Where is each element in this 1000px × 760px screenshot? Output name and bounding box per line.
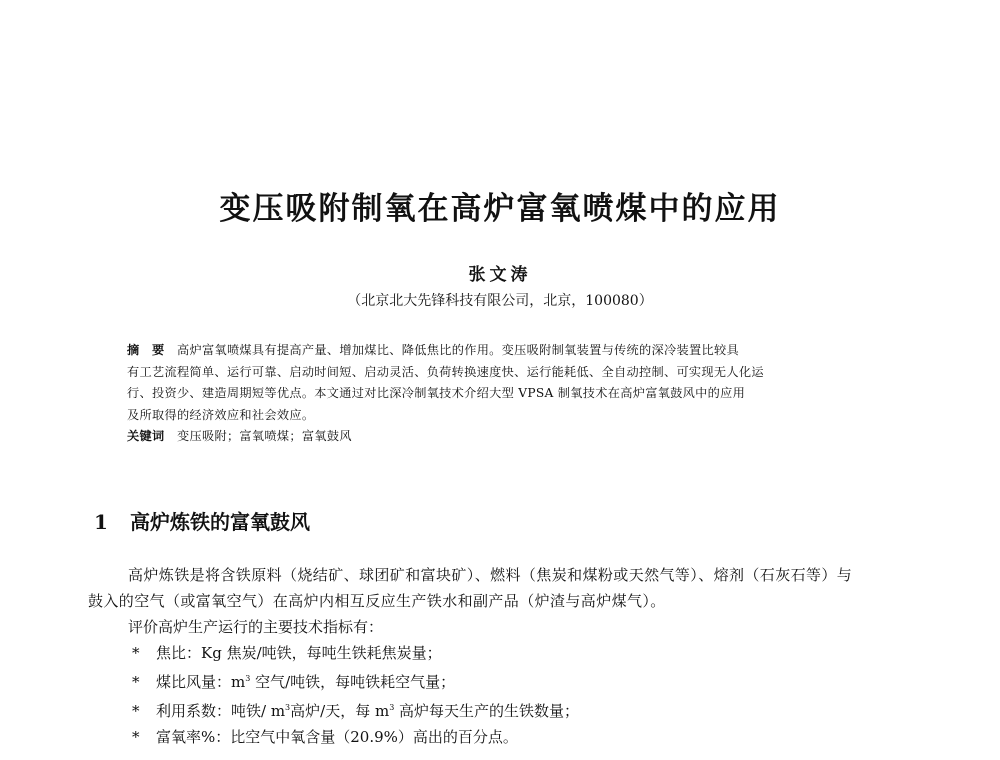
bullet-text: 利用系数：吨铁/ m [156, 702, 286, 720]
author-affiliation: （北京北大先锋科技有限公司，北京，100080） [347, 293, 653, 309]
asterisk-bullet-icon: * [132, 673, 140, 691]
bullet-text: 高炉每天生产的生铁数量； [394, 702, 580, 720]
bullet-text: 富氧率%：比空气中氧含量（20.9%）高出的百分点。 [156, 728, 518, 746]
superscript: 3 [389, 703, 395, 712]
abstract-line: 行、投资少、建造周期短等优点。本文通过对比深冷制氧技术介绍大型 VPSA 制氧技术在高炉富氧鼓风中的应用 [127, 386, 746, 400]
abstract-block [127, 340, 887, 448]
abstract-line: 及所取得的经济效应和社会效应。 [127, 407, 315, 422]
bullet-text: 焦比：Kg 焦炭/吨铁，每吨生铁耗焦炭量； [156, 644, 442, 662]
keywords-line [127, 426, 887, 448]
bullet-item [88, 695, 928, 724]
section-number: 1 [94, 510, 108, 534]
section-body [88, 562, 928, 750]
section-title: 高炉炼铁的富氧鼓风 [130, 510, 310, 534]
superscript: 3 [245, 674, 251, 683]
abstract-label: 摘 要 [127, 343, 165, 357]
paragraph: 评价高炉生产运行的主要技术指标有： [128, 618, 384, 636]
paragraph-line: 鼓入的空气（或富氧空气）在高炉内相互反应生产铁水和副产品（炉渣与高炉煤气）。 [88, 592, 666, 610]
paper-title: 变压吸附制氧在高炉富氧喷煤中的应用 [219, 191, 781, 227]
abstract-line: 有工艺流程简单、运行可靠、启动时间短、启动灵活、负荷转换速度快、运行能耗低、全自动控制、可实现无人化运 [127, 364, 764, 379]
asterisk-bullet-icon: * [132, 728, 140, 746]
bullet-text: 高炉/天，每 m [290, 702, 390, 720]
bullet-item [88, 724, 928, 750]
bullet-text: 煤比风量：m [156, 673, 246, 691]
section-heading [94, 506, 310, 535]
author-name: 张文涛 [468, 265, 532, 285]
abstract-text: 高炉富氧喷煤具有提高产量、增加煤比、降低焦比的作用。变压吸附制氧装置与传统的深冷装置比较具 [177, 343, 739, 357]
asterisk-bullet-icon: * [132, 644, 140, 662]
superscript: 3 [285, 703, 291, 712]
keywords-text: 变压吸附；富氧喷煤；富氧鼓风 [177, 429, 352, 443]
keywords-label: 关键词 [127, 429, 165, 443]
bullet-item [88, 640, 928, 666]
paragraph-line: 高炉炼铁是将含铁原料（烧结矿、球团矿和富块矿）、燃料（焦炭和煤粉或天然气等）、熔剂（石灰石等）与 [128, 566, 853, 584]
bullet-text: 空气/吨铁，每吨铁耗空气量； [250, 673, 456, 691]
abstract-line [127, 340, 887, 362]
bullet-item [88, 666, 928, 695]
asterisk-bullet-icon: * [132, 702, 140, 720]
